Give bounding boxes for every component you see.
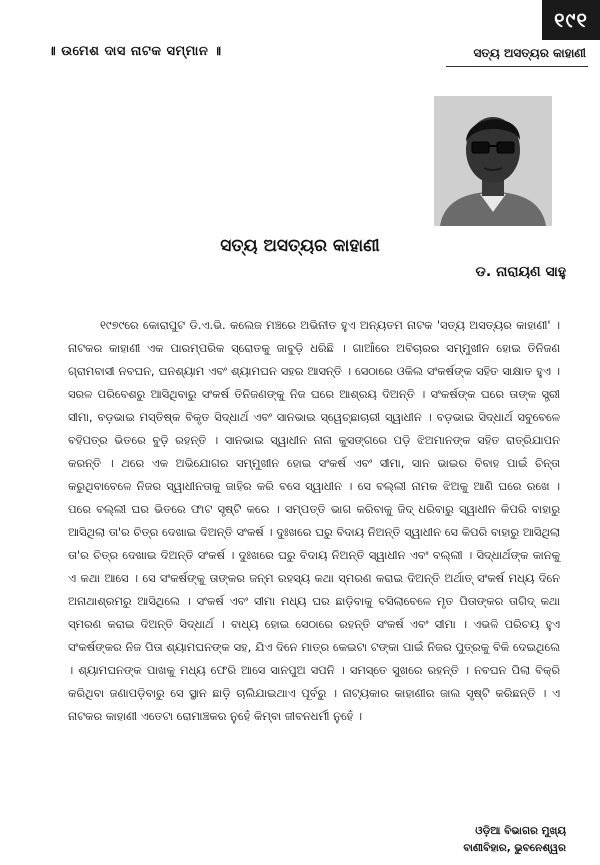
page-number: ୧୯୧ [542, 0, 600, 40]
series-title: ॥ ଉମେଶ ଦାସ ନାଟକ ସମ୍ମାନ ॥ [48, 44, 222, 59]
author-photo [434, 96, 552, 226]
article-body: ୧୯୭୯ରେ କୋରାପୁଟ ଡି.ଏ.ଭି. କଲେଜ ମଞ୍ଚରେ ଅଭିନୀତ ହୁଏ ଅନ୍ୟତମ ନାଟକ 'ସତ୍ୟ ଅସତ୍ୟର କାହାଣୀ' । ନାଟକର କାହାଣୀ ଏକ ପାରମ୍ପରିକ ସ୍ରୋତକୁ ଜାବୁଡ଼ି ଧରିଛି । ଗାଆଁରେ ଅବିଚାରର ସମ୍ମୁଖୀନ ହୋଇ ତିନିଜଣ ଗ୍ରାମବାସୀ ନବଘନ, ଘନଶ୍ୟାମ ଏବଂ ଶ୍ୟାମଘନ ସହର ଆସନ୍ତି । ସେଠାରେ ଓକିଲ ସଂକର୍ଷଙ୍କ ସହିତ ସାକ୍ଷାତ ହୁଏ । ସରଳ ପରିବେଶରୁ ଆସିଥିବାରୁ ସଂକର୍ଷ ତିନିଜଣଙ୍କୁ ନିଜ ଘରେ ଆଶ୍ରୟ ଦିଅନ୍ତି । ସଂକର୍ଷଙ୍କ ଘରେ ତାଙ୍କ ସ୍ତ୍ରୀ ସୀମା, ବଡ଼ଭାଇ ମସ୍ତିଷ୍କ ବିକୃତ ସିଦ୍ଧାର୍ଥ ଏବଂ ସାନଭାଇ ସ୍ୱେଚ୍ଛାଚାରୀ ସ୍ୱାଧୀନ । ବଡ଼ଭାଇ ସିଦ୍ଧାର୍ଥ ସବୁବେଳେ ବହିପତ୍ର ଭିତରେ ବୁଡ଼ି ରହନ୍ତି । ସାନଭାଇ ସ୍ୱାଧୀନ ନାନା କୁସଙ୍ଗରେ ପଡ଼ି ଝିଅମାନଙ୍କ ସହିତ ରାତ୍ରିଯାପନ କରନ୍ତି । ଥରେ ଏକ ଅଭିଯୋଗର ସମ୍ମୁଖୀନ ହୋଇ ସଂକର୍ଷ ଏବଂ ସୀମା, ସାନ ଭାଇର ବିବାହ ପାଇଁ ଚିନ୍ତା କରୁଥିବାବେଳେ ନିଜର ସ୍ୱାଧୀନତାକୁ ଜାହିର କରି ବସେ ସ୍ୱାଧୀନ । ସେ ବଲ୍ଲୀ ନାମକ ଝିଅକୁ ଆଣି ଘରେ ରଖେ । ପରେ ବଲ୍ଲୀ ଘର ଭିତରେ ଫାଟ ସୃଷ୍ଟି କରେ । ସମ୍ପତ୍ତି ଭାଗ କରିବାକୁ ଜିଦ୍ ଧରିବାରୁ ସ୍ୱାଧୀନ କିପରି ବାହାରୁ ଆସିଥିଲା ତା'ର ଚିତ୍ର ଦେଖାଇ ଦିଅନ୍ତି ସଂକର୍ଷ । ଦୁଃଖରେ ଘରୁ ବିଦାୟ ନିଅନ୍ତି ସ୍ୱାଧୀନ ସେ କିପରି ବାହାରୁ ଆସିଥିଲା ତା'ର ଚିତ୍ର ଦେଖାଇ ଦିଅନ୍ତି ସଂକର୍ଷ । ଦୁଃଖରେ ଘରୁ ବିଦାୟ ନିଅନ୍ତି ସ୍ୱାଧୀନ ଏବଂ ବଲ୍ଲୀ । ସିଦ୍ଧାର୍ଥଙ୍କ କାନକୁ ଏ କଥା ଆସେ । ସେ ସଂକର୍ଷଙ୍କୁ ତାଙ୍କର ଜନ୍ମ ରହସ୍ୟ କଥା ସ୍ମରଣ କରାଇ ଦିଅନ୍ତି ଅର୍ଥାତ୍ ସଂକର୍ଷ ମଧ୍ୟ ଦିନେ ଅନାଥାଶ୍ରମରୁ ଆସିଥିଲେ । ସଂକର୍ଷ ଏବଂ ସୀମା ମଧ୍ୟ ଘର ଛାଡ଼ିବାକୁ ବସିଲାବେଳେ ମୃତ ପିତାଙ୍କର ତାଗିଦ୍ କଥା ସ୍ମରଣ କରାଇ ଦିଅନ୍ତି ସିଦ୍ଧାର୍ଥ । ବାଧ୍ୟ ହୋଇ ସେଠାରେ ରହନ୍ତି ସଂକର୍ଷ ଏବଂ ସୀମା । ଏଭଳି ପରିଚୟ ହୁଏ ସଂକର୍ଷଙ୍କର ନିଜ ପିତା ଶ୍ୟାମଘନଙ୍କ ସହ, ଯିଏ ଦିନେ ମାତ୍ର କେଇଟା ଟଙ୍କା ପାଇଁ ନିଜର ପୁତ୍ରକୁ ବିକି ଦେଇଥିଲେ । ଶ୍ୟାମଘନଙ୍କ ପାଖକୁ ମଧ୍ୟ ଫେରି ଆସେ ସାନପୁଅ ସପନି । ସମସ୍ତେ ସୁଖରେ ରହନ୍ତି । ନବଘନ ପିଲା ବିକ୍ରି କରିଥିବା ଜଣାପଡ଼ିବାରୁ ସେ ସ୍ଥାନ ଛାଡ଼ି ଚାଲିଯାଇଥାଏ ପୂର୍ବରୁ । ନାଟ୍ୟକାର କାହାଣୀର ଜାଲ ସୃଷ୍ଟି କରିଛନ୍ତି । ଏ ନାଟକର କାହାଣୀ ଏତେଟା ରୋମାଞ୍ଚକର ନୁହେଁ କିମ୍ବା ଜୀବନଧର୍ମୀ ନୁହେଁ । [68, 318, 560, 723]
affiliation-location: ବାଣୀବିହାର, ଭୁବନେଶ୍ୱର [463, 842, 566, 854]
header-rule [446, 66, 588, 67]
article-title: ସତ୍ୟ ଅସତ୍ୟର କାହାଣୀ [220, 236, 380, 256]
running-header: ସତ୍ୟ ଅସତ୍ୟର କାହାଣୀ [473, 46, 586, 60]
article-author: ଡ. ନାରାୟଣ ସାହୁ [475, 264, 566, 280]
author-portrait-image [434, 96, 552, 226]
affiliation-department: ଓଡ଼ିଆ ବିଭାଗର ମୁଖ୍ୟ [475, 825, 566, 837]
author-affiliation [463, 823, 566, 857]
